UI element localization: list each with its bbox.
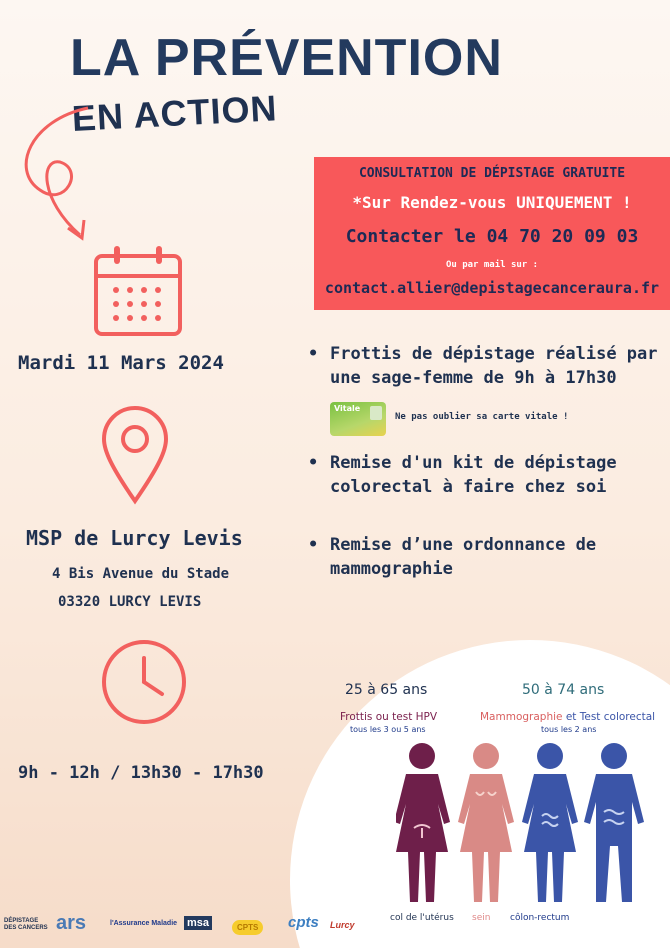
mammographie-label: Mammographie [480,711,563,723]
service-item-colorectal [308,451,670,499]
service-item-frottis [308,342,670,390]
event-place: MSP de Lurcy Levis [26,526,243,550]
mammo-frequency: tous les 2 ans [541,725,597,734]
carte-vitale-label: Vitale [334,404,361,413]
carte-vitale-icon [330,402,386,436]
service-text: Remise d'un kit de dépistage colorectal à faire chez soi [330,453,617,497]
location-pin-icon [100,405,170,505]
event-date: Mardi 11 Mars 2024 [18,352,224,374]
label-col-uterus: col de l'utérus [390,913,454,923]
bullet-icon: • [308,344,319,364]
colorectal-label: et Test colorectal [562,711,656,723]
logo-msa: msa [184,916,212,930]
women-figures-icon [396,742,656,908]
logo-assurance-maladie: l'Assurance Maladie [110,920,178,927]
service-text: Remise d’une ordonnance de mammographie [330,535,597,579]
calendar-icon [92,242,184,338]
age-group-50-74: 50 à 74 ans [522,682,605,698]
logo-ars: ars [56,912,87,934]
woman-figure-2 [458,743,514,902]
woman-figure-3 [522,743,578,902]
frottis-frequency: tous les 3 ou 5 ans [350,725,426,734]
carte-vitale-note: Ne pas oublier sa carte vitale ! [395,412,569,422]
contact-phone[interactable]: Contacter le 04 70 20 09 03 [345,226,639,247]
logo-lurcy: Lurcy [330,920,355,930]
label-colon-rectum: côlon-rectum [510,913,570,923]
bullet-icon: • [308,453,319,473]
consultation-box [314,157,670,310]
service-text: Frottis de dépistage réalisé par une sage-femme de 9h à 17h30 [330,344,658,388]
contact-email[interactable]: contact.allier@depistagecanceraura.fr [324,279,660,297]
clock-icon [98,636,190,728]
partner-logos [0,908,360,948]
page-title: LA PRÉVENTION [70,29,503,87]
mammo-colorectal-description [480,711,655,723]
mail-intro: Ou par mail sur : [445,260,539,270]
logo-cpts-bocage: CPTS [232,920,263,935]
frottis-description: Frottis ou test HPV [340,711,438,723]
consultation-title: CONSULTATION DE DÉPISTAGE GRATUITE [358,166,626,181]
carte-vitale-photo [370,406,382,420]
logo-cpts-nord-allier: cpts [288,914,319,931]
bullet-icon: • [308,535,319,555]
address-city: 03320 LURCY LEVIS [58,594,202,610]
woman-figure-1 [396,743,450,902]
address-street: 4 Bis Avenue du Stade [52,566,230,582]
page-subtitle: EN ACTION [70,87,279,139]
label-sein: sein [472,913,491,923]
appointment-note: *Sur Rendez-vous UNIQUEMENT ! [352,193,632,212]
curly-arrow-icon [10,100,120,250]
service-item-mammographie [308,533,670,581]
logo-depistage: DÉPISTAGE DES CANCERS [4,918,48,931]
age-group-25-65: 25 à 65 ans [345,682,428,698]
event-hours: 9h - 12h / 13h30 - 17h30 [18,763,264,783]
